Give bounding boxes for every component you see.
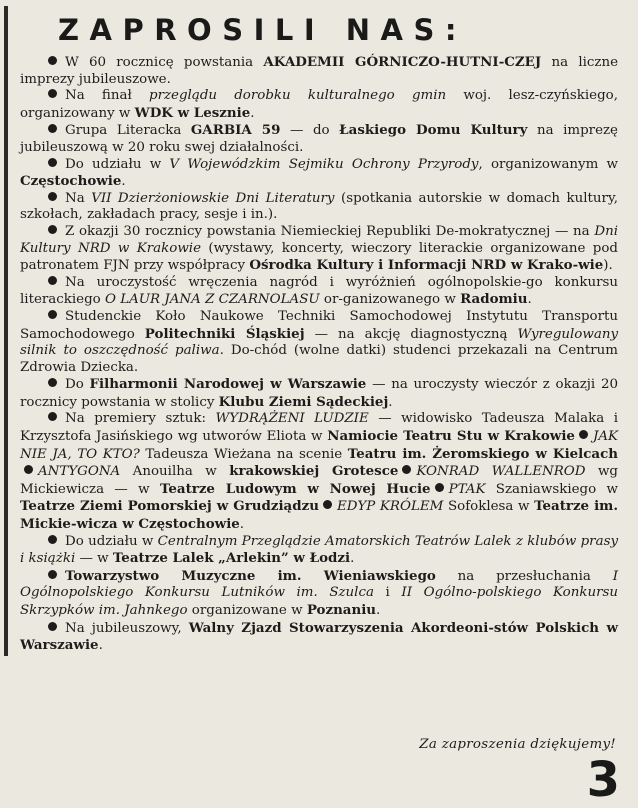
entry-text: Szaniawskiego w [485, 481, 618, 497]
entry-text: Studenckie Koło Naukowe Techniki Samochodowej Instytutu Transportu Samochodowego [20, 308, 618, 342]
entry-text: Do udziału w [65, 156, 170, 172]
emphasis-bold: Teatrze Lalek „Arlekin” w Łodzi [112, 550, 351, 567]
emphasis-bold: Walny Zjazd Stowarzyszenia Akordeoni-stów Polskich w Warszawie [20, 619, 618, 654]
entry-text: Tadeusza Wieżana na scenie [139, 446, 348, 462]
entry-text: . [527, 292, 532, 308]
bullet-icon [48, 535, 57, 544]
emphasis-italic: VII Dzierżoniowskie Dni Literatury [91, 190, 335, 206]
invitation-entry [20, 191, 618, 224]
entry-text: . [239, 517, 245, 533]
bullet-icon [435, 483, 444, 492]
invitation-entry [20, 568, 618, 620]
emphasis-italic: Wyregulowany silnik to oszczędność paliwa [20, 326, 619, 359]
entry-text: . [388, 394, 393, 410]
entry-text: Na jubileuszowy, [65, 620, 189, 636]
entry-text: Na finał [65, 88, 150, 104]
entry-text: . [250, 105, 255, 121]
invitation-entry [20, 275, 618, 309]
emphasis-bold: WDK w Lesznie [134, 104, 251, 121]
bullet-icon [48, 89, 57, 98]
bullet-icon [48, 310, 57, 319]
emphasis-italic: V Wojewódzkim Sejmiku Ochrony Przyrody [169, 156, 479, 172]
entry-text: — do [280, 123, 340, 139]
entry-text: . [376, 603, 381, 618]
emphasis-bold: AKADEMII GÓRNICZO-HUTNI-CZEJ [263, 54, 542, 70]
entry-text: — na uroczysty wieczór z okazji 20 rocznicy powstania w stolicy [20, 377, 618, 410]
entry-text: Do udziału w [65, 533, 158, 549]
emphasis-italic: KONRAD WALLENROD [416, 464, 586, 480]
emphasis-bold: Łaskiego Domu Kultury [339, 122, 528, 139]
emphasis-bold: Namiocie Teatru Stu w Krakowie [327, 428, 575, 445]
bullet-icon [323, 500, 332, 509]
invitation-entry [20, 309, 618, 376]
emphasis-bold: Teatrze im. Mickie-wicza w Częstochowie [20, 498, 618, 533]
entry-text: Grupa Literacka [65, 123, 191, 139]
emphasis-italic: przeglądu dorobku kulturalnego gmin [149, 88, 447, 104]
entry-text: organizowane w [187, 603, 307, 618]
bullet-icon [48, 378, 57, 387]
entry-text: , organizowanym w [478, 156, 618, 172]
entry-text: . [121, 174, 126, 190]
bullet-icon [48, 225, 57, 234]
entry-text: woj. lesz-czyńskiego, organizowany w [20, 88, 618, 121]
entry-text: na liczne imprezy jubileuszowe. [20, 55, 618, 87]
emphasis-italic: Centralnym Przeglądzie Amatorskich Teatrów Lalek z klubów prasy i książki [20, 533, 619, 567]
bullet-icon [402, 465, 411, 474]
emphasis-bold: Klubu Ziemi Sądeckiej [218, 393, 389, 410]
emphasis-bold: Teatrze Ludowym w Nowej Hucie [159, 480, 431, 497]
emphasis-bold: Ośrodka Kultury i Informacji NRD w Krako-wie [249, 257, 604, 274]
emphasis-bold: Politechniki Śląskiej [144, 325, 305, 342]
entry-text: Sofoklesa w [443, 499, 535, 515]
bullet-icon [579, 430, 588, 439]
emphasis-italic: JAK NIE JA, TO KTO? [20, 429, 618, 462]
entry-text: Na uroczystość wręczenia nagród i wyróżnień ogólnopolskie-go konkursu literackiego [20, 274, 618, 308]
emphasis-bold: Radomiu [460, 291, 528, 308]
invitation-entry [20, 224, 618, 275]
entry-text: W 60 rocznicę powstania [65, 55, 264, 70]
invitation-entry [20, 157, 618, 191]
emphasis-italic: WYDRĄŻENI LUDZIE [215, 411, 369, 427]
entry-text: i [373, 585, 402, 601]
emphasis-bold: Teatrze Ziemi Pomorskiej w Grudziądzu [20, 498, 319, 515]
emphasis-italic: Dni Kultury NRD w Krakowie [20, 223, 618, 256]
entry-text: Anouilha w [120, 464, 230, 480]
invitation-entry [20, 411, 618, 533]
emphasis-bold: Filharmonii Narodowej w Warszawie [89, 376, 367, 393]
emphasis-bold: Częstochowie [20, 173, 122, 190]
emphasis-italic: PTAK [448, 481, 486, 497]
bullet-icon [48, 622, 57, 631]
emphasis-italic: O LAUR JANA Z CZARNOLASU [104, 292, 320, 308]
emphasis-bold: Teatru im. Żeromskiego w Kielcach [347, 445, 618, 462]
emphasis-bold: GARBIA 59 [190, 122, 281, 139]
emphasis-italic: EDYP KRÓLEM [336, 499, 444, 515]
invitation-entry [20, 54, 618, 88]
invitation-entry [20, 88, 618, 122]
entry-text: na imprezę jubileuszową w 20 roku swej działalności. [20, 123, 618, 155]
emphasis-italic: ANTYGONA [38, 464, 121, 480]
bullet-icon [48, 412, 57, 421]
thanks-note: Za zaproszenia dziękujemy! [419, 737, 616, 752]
emphasis-bold: Towarzystwo Muzyczne im. Wieniawskiego [65, 567, 436, 584]
invitation-entry [20, 122, 618, 156]
entry-text: . Do-chód (wolne datki) studenci przekazali na Centrum Zdrowia Dziecka. [20, 343, 618, 375]
entry-text: . [350, 551, 355, 567]
entry-text: Do [65, 377, 90, 393]
entry-text: Na [65, 190, 92, 206]
entry-text: or-ganizowanego w [319, 292, 461, 308]
emphasis-italic: I Ogólnopolskiego Konkursu Lutników im. Szulca [20, 568, 619, 601]
bullet-icon [48, 158, 57, 167]
bullet-icon [48, 570, 57, 579]
entry-text: (wystawy, koncerty, wieczory literackie organizowane pod patronatem FJN przy współpracy [20, 240, 618, 274]
entry-text: — na akcję diagnostyczną [304, 326, 518, 342]
page-title: ZAPROSILI NAS: [58, 13, 467, 47]
invitation-entry [20, 620, 618, 655]
entry-text: — widowisko Tadeusza Malaka i Krzysztofa Jasińskiego wg utworów Eliota w [20, 411, 619, 445]
emphasis-bold: Poznaniu [306, 602, 377, 618]
bullet-icon [48, 276, 57, 285]
entry-text: ). [603, 258, 613, 274]
entry-text: na przesłuchania [435, 568, 613, 584]
invitation-entry [20, 376, 618, 411]
page-number: 3 [586, 752, 620, 808]
entry-text: — w [75, 551, 113, 567]
invitation-list [20, 54, 618, 655]
entry-text: Na premiery sztuk: [65, 411, 216, 427]
emphasis-italic: II Ogólno-polskiego Konkursu Skrzypków im. Jahnkego [20, 585, 618, 618]
bullet-icon [48, 192, 57, 201]
entry-text: (spotkania autorskie w domach kultury, szkołach, zakładach pracy, sesje i in.). [20, 190, 618, 223]
entry-text: Z okazji 30 rocznicy powstania Niemieckiej Republiki De-mokratycznej — na [65, 223, 595, 239]
entry-text: wg Mickiewicza — w [20, 464, 618, 497]
entry-text: . [98, 638, 103, 654]
bullet-icon [48, 56, 57, 65]
emphasis-bold: krakowskiej Grotesce [229, 463, 399, 480]
bullet-icon [24, 465, 33, 474]
invitation-entry [20, 534, 618, 568]
bullet-icon [48, 124, 57, 133]
left-column-rule [4, 6, 8, 656]
